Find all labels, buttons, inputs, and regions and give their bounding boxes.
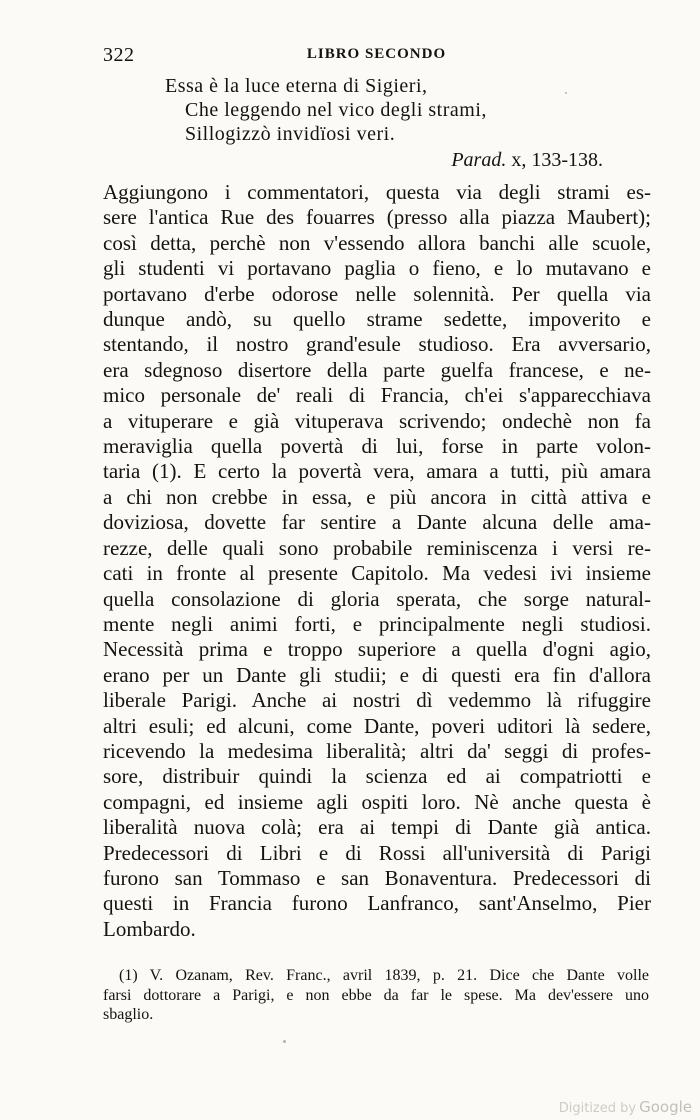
text-line: Predecessori di Libri e di Rossi all'università di Parigi xyxy=(103,840,651,865)
text-line: compagni, ed insieme agli ospiti loro. Nè anche questa è xyxy=(103,789,651,814)
footnote xyxy=(103,966,649,1025)
watermark-prefix: Digitized by xyxy=(558,1101,637,1116)
text-line: questi in Francia furono Lanfranco, sant'Anselmo, Pier xyxy=(103,891,651,916)
text-line: ricevendo la medesima liberalità; altri da' seggi di profes- xyxy=(103,738,651,763)
text-line: così detta, perchè non v'essendo allora banchi alle scuole, xyxy=(103,230,651,255)
footnote-line: (1) V. Ozanam, Rev. Franc., avril 1839, p. 21. Dice che Dante volle xyxy=(119,967,649,984)
text-line: portavano d'erbe odorose nelle solennità. Per quella via xyxy=(103,281,651,306)
body-paragraph xyxy=(103,180,651,942)
epigraph-verse: Che leggendo nel vico degli strami, xyxy=(185,99,487,121)
text-line: mente negli animi forti, e principalmente negli studiosi. xyxy=(103,611,651,636)
text-line: sere l'antica Rue des fouarres (presso alla piazza Maubert); xyxy=(103,205,651,230)
text-line: meraviglia quella povertà di lui, forse in parte volon- xyxy=(103,434,651,459)
text-line: era sdegnoso disertore della parte guelfa francese, e ne- xyxy=(103,357,651,382)
watermark-brand: Google xyxy=(639,1098,692,1116)
text-line: a chi non crebbe in essa, e più ancora in città attiva e xyxy=(103,484,651,509)
text-line: Lombardo. xyxy=(103,916,196,941)
text-line: sore, distribuir quindi la scienza ed ai compatriotti e xyxy=(103,764,651,789)
text-line: a vituperare e già vituperava scrivendo; ondechè non fa xyxy=(103,408,651,433)
text-line: liberale Parigi. Anche ai nostri dì vedemmo là rifuggire xyxy=(103,688,651,713)
page-number: 322 xyxy=(103,44,135,66)
text-line: rezze, delle quali sono probabile reminiscenza i versi re- xyxy=(103,535,651,560)
text-line: altri esuli; ed alcuni, come Dante, poveri uditori là sedere, xyxy=(103,713,651,738)
citation-work: Parad. xyxy=(451,149,507,171)
text-line: stentando, il nostro grand'esule studioso. Era avversario, xyxy=(103,332,651,357)
footnote-line: farsi dottorare a Parigi, e non ebbe da far le spese. Ma dev'essere uno xyxy=(103,986,649,1004)
epigraph-verse: Essa è la luce eterna di Sigieri, xyxy=(165,75,428,97)
text-line: liberalità nuova colà; era ai tempi di Dante già antica. xyxy=(103,815,651,840)
epigraph-citation xyxy=(103,147,603,173)
epigraph xyxy=(103,74,603,173)
paper-speck xyxy=(283,1040,286,1043)
running-head: LIBRO SECONDO xyxy=(306,46,447,62)
text-line: erano per un Dante gli studii; e di questi era fin d'allora xyxy=(103,662,651,687)
scan-watermark xyxy=(559,1098,692,1116)
text-line: doviziosa, dovette far sentire a Dante alcuna delle ama- xyxy=(103,510,651,535)
page-header xyxy=(103,44,650,72)
footnote-line: sbaglio. xyxy=(103,1006,154,1023)
text-line: quella consolazione di gloria sperata, che sorge natural- xyxy=(103,586,651,611)
text-line: dunque andò, su quello strame sedette, impoverito e xyxy=(103,307,651,332)
text-line: mico personale de' reali di Francia, ch'ei s'apparecchiava xyxy=(103,383,651,408)
text-line: taria (1). E certo la povertà vera, amara a tutti, più amara xyxy=(103,459,651,484)
text-line: furono san Tommaso e san Bonaventura. Predecessori di xyxy=(103,865,651,890)
text-line: Aggiungono i commentatori, questa via degli strami es- xyxy=(103,180,651,204)
epigraph-verse: Sillogizzò invidïosi veri. xyxy=(185,123,396,145)
text-line: cati in fronte al presente Capitolo. Ma vedesi ivi insieme xyxy=(103,561,651,586)
citation-reference: x, 133-138. xyxy=(506,149,603,171)
text-line: gli studenti vi portavano paglia o fieno, e lo mutavano e xyxy=(103,256,651,281)
text-line: Necessità prima e troppo superiore a quella d'ogni agio, xyxy=(103,637,651,662)
paper-speck xyxy=(565,92,567,94)
